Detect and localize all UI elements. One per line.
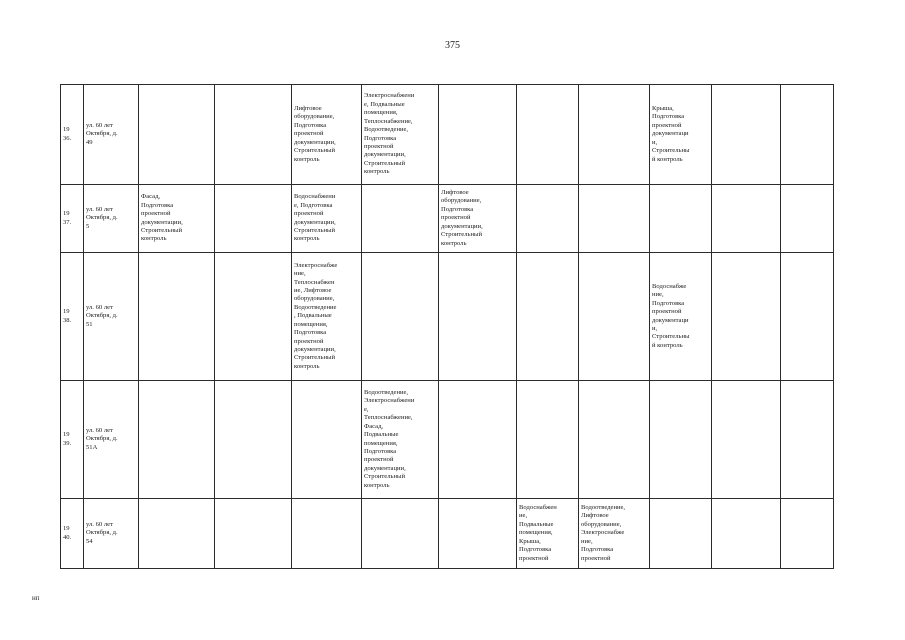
table-cell (579, 85, 650, 185)
table-cell (517, 85, 579, 185)
table-cell (712, 185, 781, 253)
table-cell (712, 499, 781, 569)
table-cell (650, 499, 712, 569)
table-cell (439, 499, 517, 569)
table-cell (215, 253, 292, 381)
table-cell (439, 381, 517, 499)
address-cell: ул. 60 лет Октября, д. 51А (84, 381, 139, 499)
table-cell (215, 185, 292, 253)
table-cell: Лифтовое оборудование, Подготовка проектной документации, Строительный контроль (439, 185, 517, 253)
table-cell (781, 253, 834, 381)
table-cell (781, 499, 834, 569)
works-table (60, 84, 834, 569)
table-cell (517, 381, 579, 499)
table-cell (439, 85, 517, 185)
table-cell: Электроснабже ние, Теплоснабжен ие, Лифтовое оборудование, Водоотведение , Подвальные помещения, Подготовка проектной документации, Строительный контроль (292, 253, 362, 381)
table-cell (139, 253, 215, 381)
page-number: 375 (445, 40, 460, 51)
table-cell: Электроснабжени е, Подвальные помещения, Теплоснабжение, Водоотведение, Подготовка проектной документации, Строительный контроль (362, 85, 439, 185)
table-cell (362, 185, 439, 253)
table-row (61, 85, 834, 185)
table-cell (650, 185, 712, 253)
table-cell (292, 381, 362, 499)
table-row (61, 253, 834, 381)
table-cell (362, 499, 439, 569)
table-cell (215, 85, 292, 185)
table-cell: Водоснабже ние, Подготовка проектной документаци и, Строительны й контроль (650, 253, 712, 381)
row-number-cell: 19 37. (61, 185, 84, 253)
table-cell: Водоснабжен ие, Подвальные помещения, Крыша, Подготовка проектной (517, 499, 579, 569)
table-cell: Лифтовое оборудование, Подготовка проектной документации, Строительный контроль (292, 85, 362, 185)
table-row (61, 185, 834, 253)
row-number-cell: 19 40. (61, 499, 84, 569)
table-cell (712, 85, 781, 185)
address-cell: ул. 60 лет Октября, д. 51 (84, 253, 139, 381)
address-cell: ул. 60 лет Октября, д. 54 (84, 499, 139, 569)
table-row (61, 499, 834, 569)
table-cell: Водоснабжени е, Подготовка проектной документации, Строительный контроль (292, 185, 362, 253)
table-cell (579, 253, 650, 381)
table-cell (781, 85, 834, 185)
table-cell (215, 499, 292, 569)
table-cell: Фасад, Подготовка проектной документации, Строительный контроль (139, 185, 215, 253)
table-cell (579, 381, 650, 499)
table-row (61, 381, 834, 499)
row-number-cell: 19 38. (61, 253, 84, 381)
table-cell (517, 185, 579, 253)
table-cell (650, 381, 712, 499)
row-number-cell: 19 39. (61, 381, 84, 499)
table-cell: Крыша, Подготовка проектной документаци и, Строительны й контроль (650, 85, 712, 185)
table-cell (139, 85, 215, 185)
table-cell (712, 253, 781, 381)
table-cell (579, 185, 650, 253)
table-cell (362, 253, 439, 381)
address-cell: ул. 60 лет Октября, д. 5 (84, 185, 139, 253)
table-cell (439, 253, 517, 381)
table-cell: Водоотведение, Электроснабжени е, Теплоснабжение, Фасад, Подвальные помещения, Подготовка проектной документации, Строительный контроль (362, 381, 439, 499)
table-cell (139, 381, 215, 499)
row-number-cell: 19 36. (61, 85, 84, 185)
table-cell (712, 381, 781, 499)
footer-mark: нп (32, 594, 40, 602)
table-cell (517, 253, 579, 381)
table-cell (292, 499, 362, 569)
table-cell: Водоотведение, Лифтовое оборудование, Электроснабже ние, Подготовка проектной (579, 499, 650, 569)
address-cell: ул. 60 лет Октября, д. 49 (84, 85, 139, 185)
table-cell (781, 381, 834, 499)
table-cell (781, 185, 834, 253)
table-cell (215, 381, 292, 499)
table-cell (139, 499, 215, 569)
